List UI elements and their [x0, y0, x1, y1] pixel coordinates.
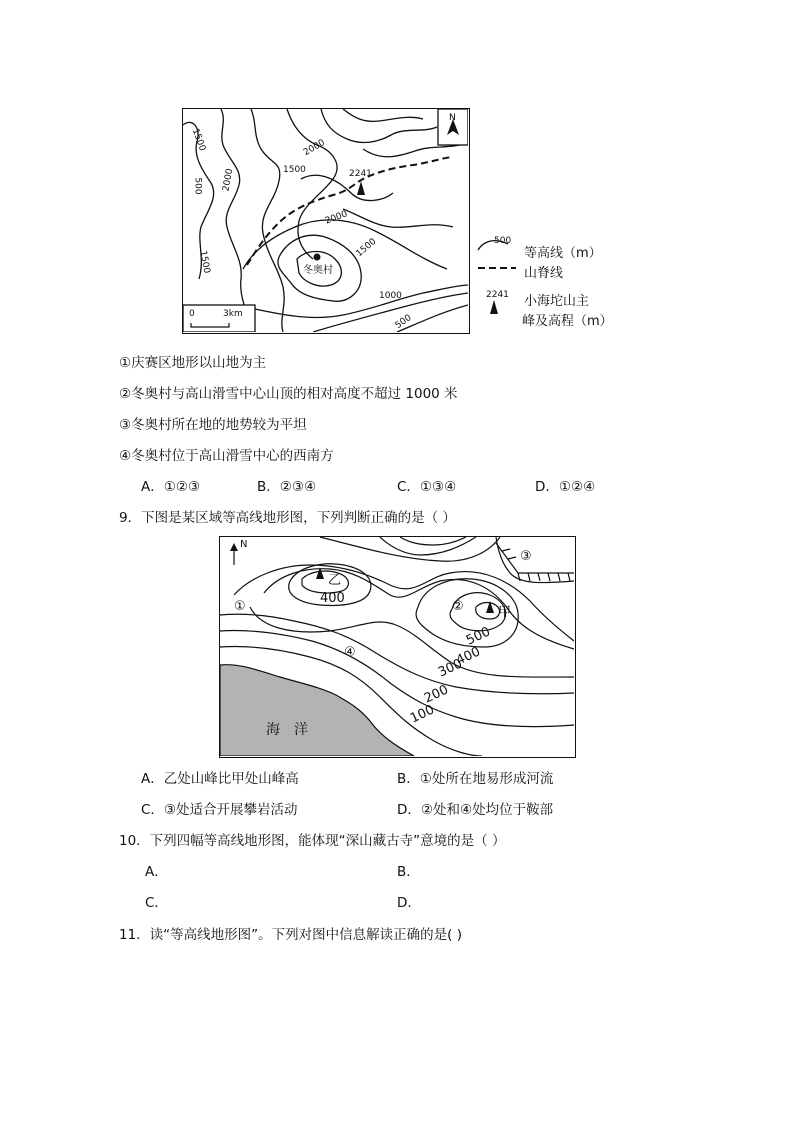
statement-3: ③冬奥村所在地的地势较为平坦 — [119, 417, 307, 433]
statement-2: ②冬奥村与高山滑雪中心山顶的相对高度不超过 1000 米 — [119, 386, 458, 402]
peak-yi-label: 乙 — [328, 573, 342, 588]
marker-3: ③ — [520, 549, 532, 564]
contour-map-2 — [219, 536, 576, 758]
contour-label-500: 500 — [463, 624, 493, 649]
statement-1: ①庆赛区地形以山地为主 — [119, 355, 267, 371]
q10-option-d[interactable]: D． — [397, 895, 421, 911]
q8-option-b[interactable]: B．②③④ — [257, 479, 317, 495]
scale-zero: 0 — [189, 309, 195, 319]
contour-label: 500 — [393, 312, 414, 332]
contour-label: 1500 — [283, 165, 306, 175]
sea-label: 海 洋 — [266, 722, 308, 738]
contour-label: 1000 — [379, 291, 402, 301]
contour-label: 2000 — [323, 209, 349, 227]
cliff-symbol — [496, 543, 574, 581]
svg-text:N: N — [449, 113, 456, 123]
village-label: 冬奥村 — [303, 265, 333, 276]
contour-label-400: 400 — [320, 591, 345, 606]
legend-ridge-text: 山脊线 — [524, 266, 564, 281]
q9-option-d[interactable]: D．②处和④处均位于鞍部 — [397, 802, 554, 818]
q10-option-c[interactable]: C． — [145, 895, 168, 911]
legend-contour-text: 等高线（m） — [524, 246, 602, 261]
contour-label: 500 — [192, 177, 203, 195]
marker-2: ② — [452, 599, 464, 614]
scale-3km: 3km — [223, 309, 243, 319]
contour-label-400b: 400 — [453, 644, 483, 669]
q9-option-c[interactable]: C．③处适合开展攀岩活动 — [141, 802, 298, 818]
q10-stem: 10．下列四幅等高线地形图，能体现“深山藏古寺”意境的是（ ） — [119, 833, 506, 849]
contour-label: 1500 — [354, 236, 379, 260]
contour-label-100: 100 — [407, 702, 437, 727]
q9-stem: 9．下图是某区域等高线地形图，下列判断正确的是（ ） — [119, 510, 456, 526]
q8-option-d[interactable]: D．①②④ — [535, 479, 596, 495]
contour-label: 1500 — [197, 249, 212, 275]
contour-label-300: 300 — [435, 656, 465, 681]
q10-option-b[interactable]: B． — [397, 864, 420, 880]
peak-jia-label: 甲 — [498, 605, 512, 620]
marker-1: ① — [234, 599, 246, 614]
legend-peak-text-1: 小海坨山主 — [524, 294, 590, 309]
legend-peak-icon — [490, 300, 498, 314]
legend-contour-sample: 500 — [494, 236, 512, 246]
marker-4: ④ — [344, 645, 356, 660]
village-dot — [314, 254, 321, 261]
q8-option-c[interactable]: C．①③④ — [397, 479, 457, 495]
contour-label: 2000 — [302, 137, 327, 159]
north-label: N — [240, 539, 248, 550]
q11-stem: 11．读“等高线地形图”。下列对图中信息解读正确的是( ) — [119, 927, 462, 943]
contour-label: 1500 — [189, 127, 208, 153]
legend-peak-text-2: 峰及高程（m） — [522, 314, 613, 329]
statement-4: ④冬奥村位于高山滑雪中心的西南方 — [119, 448, 334, 464]
q9-option-b[interactable]: B．①处所在地易形成河流 — [397, 771, 554, 787]
legend-peak-sample: 2241 — [486, 290, 509, 300]
q10-option-a[interactable]: A． — [145, 864, 168, 880]
q9-option-a[interactable]: A．乙处山峰比甲处山峰高 — [141, 771, 299, 787]
contour-map-1 — [182, 108, 470, 334]
q8-option-a[interactable]: A．①②③ — [141, 479, 201, 495]
contour-label: 2000 — [221, 167, 236, 193]
contour-label-200: 200 — [421, 682, 451, 707]
peak-triangle-icon — [357, 181, 365, 195]
north-arrow-icon — [230, 543, 238, 551]
peak-elevation: 2241 — [349, 169, 372, 179]
